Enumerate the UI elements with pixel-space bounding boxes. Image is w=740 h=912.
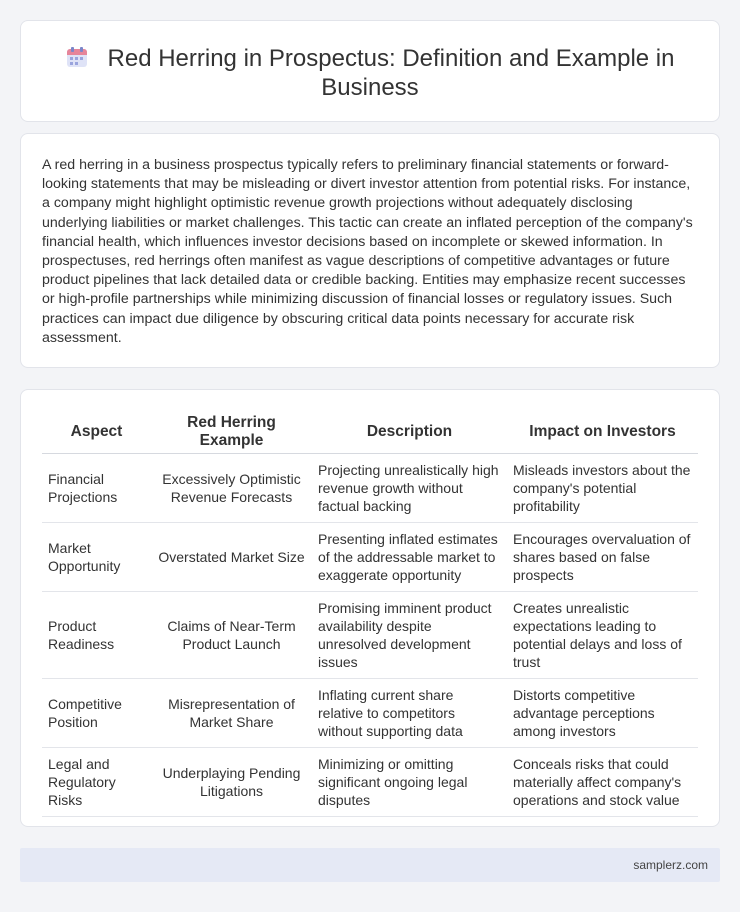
title-card — [20, 20, 720, 122]
cell-impact: Conceals risks that could materially affect company's operations and stock value — [507, 748, 698, 817]
intro-card — [20, 133, 720, 368]
intro-paragraph: A red herring in a business prospectus typically refers to preliminary financial statements or forward-looking statements that may be misleading or divert investor attention from potential risks. For instance, a company might highlight optimistic revenue growth projections without adequately disclosing underlying liabilities or market challenges. This tactic can create an inflated perception of the company's financial health, which influences investor decisions based on incomplete or skewed information. In prospectuses, red herrings often manifest as vague descriptions of competitive advantages or future product pipelines that lack detailed data or credible backing. Entities may emphasize recent successes or high-profile partnerships while minimizing discussion of financial losses or regulatory issues. Such practices can impact due diligence by obscuring critical data points necessary for accurate risk assessment. — [42, 157, 693, 346]
cell-example: Underplaying Pending Litigations — [151, 748, 312, 817]
cell-description: Minimizing or omitting significant ongoing legal disputes — [312, 748, 507, 817]
column-header-example: Red Herring Example — [151, 412, 312, 454]
page-title-wrap — [21, 44, 719, 102]
cell-impact: Creates unrealistic expectations leading to potential delays and loss of trust — [507, 592, 698, 679]
cell-example: Claims of Near-Term Product Launch — [151, 592, 312, 679]
cell-aspect: Financial Projections — [42, 454, 151, 523]
cell-example: Overstated Market Size — [151, 523, 312, 592]
cell-impact: Misleads investors about the company's potential profitability — [507, 454, 698, 523]
footer-bar — [20, 848, 720, 882]
cell-description: Promising imminent product availability despite unresolved development issues — [312, 592, 507, 679]
cell-impact: Distorts competitive advantage perceptions among investors — [507, 679, 698, 748]
footer-site-link[interactable]: samplerz.com — [633, 858, 708, 872]
cell-example: Misrepresentation of Market Share — [151, 679, 312, 748]
column-header-description: Description — [312, 412, 507, 454]
cell-description: Presenting inflated estimates of the addressable market to exaggerate opportunity — [312, 523, 507, 592]
cell-example: Excessively Optimistic Revenue Forecasts — [151, 454, 312, 523]
column-header-impact: Impact on Investors — [507, 412, 698, 454]
cell-aspect: Competitive Position — [42, 679, 151, 748]
page-title: Red Herring in Prospectus: Definition and Example in Business — [107, 45, 675, 101]
cell-description: Inflating current share relative to competitors without supporting data — [312, 679, 507, 748]
table-row — [42, 523, 698, 592]
table-card — [20, 389, 720, 827]
table-row — [42, 592, 698, 679]
cell-aspect: Legal and Regulatory Risks — [42, 748, 151, 817]
cell-aspect: Product Readiness — [42, 592, 151, 679]
table-row — [42, 454, 698, 523]
table-row — [42, 679, 698, 748]
cell-aspect: Market Opportunity — [42, 523, 151, 592]
calendar-icon — [66, 46, 88, 68]
column-header-aspect: Aspect — [42, 412, 151, 454]
cell-impact: Encourages overvaluation of shares based on false prospects — [507, 523, 698, 592]
table-header-row — [42, 412, 698, 454]
table-row — [42, 748, 698, 817]
comparison-table — [42, 412, 698, 817]
cell-description: Projecting unrealistically high revenue growth without factual backing — [312, 454, 507, 523]
